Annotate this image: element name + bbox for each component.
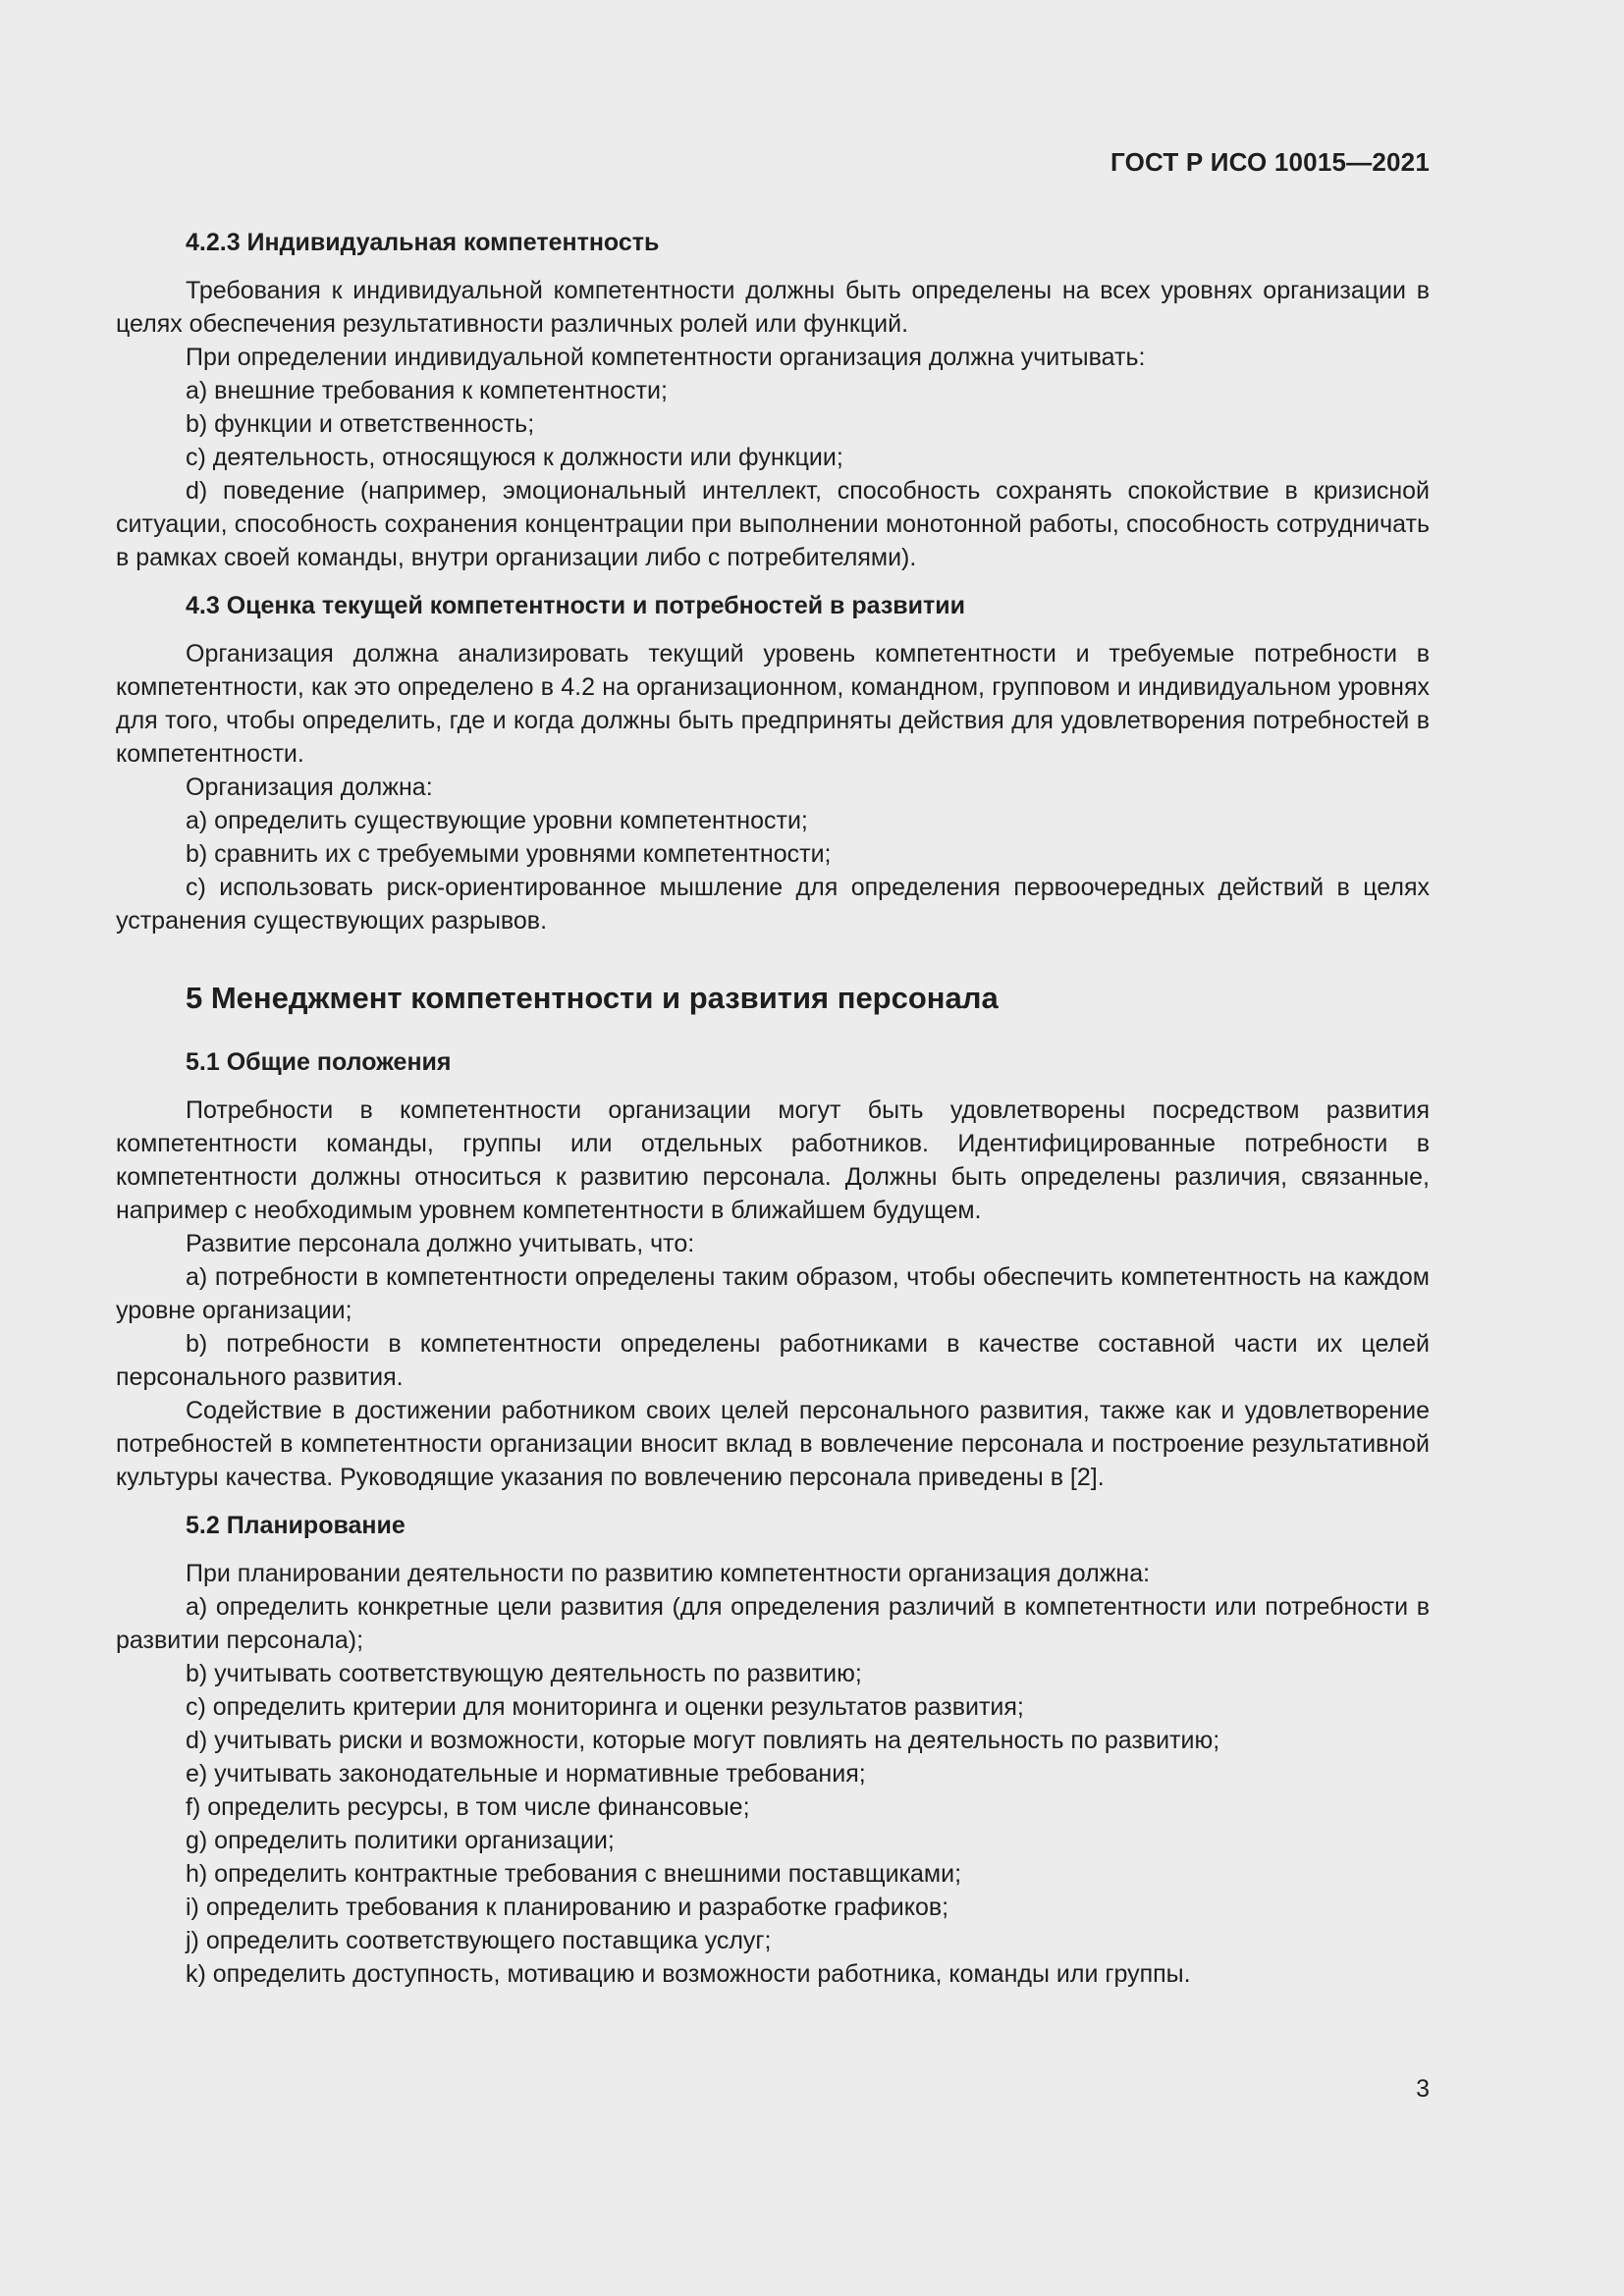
list-item-d: d) поведение (например, эмоциональный интеллект, способность сохранять спокойствие в кризисной ситуации, способность сохранения концентрации при выполнении монотонной работы, способность сотрудничать в рамках своей команды, внутри организации либо с потребителями). — [116, 477, 1430, 571]
section-4-2-3-paragraph-1: Требования к индивидуальной компетентности должны быть определены на всех уровнях организации в целях обеспечения результативности различных ролей или функций. — [116, 277, 1430, 338]
list-item-j: j) определить соответствующего поставщика услуг; — [186, 1927, 772, 1954]
standard-header: ГОСТ Р ИСО 10015—2021 — [1110, 147, 1430, 177]
list-item-a: a) внешние требования к компетентности; — [186, 377, 668, 404]
section-5-title: 5 Менеджмент компетентности и развития персонала — [186, 981, 999, 1015]
list-item-a: a) потребности в компетентности определены таким образом, чтобы обеспечить компетентность на каждом уровне организации; — [116, 1263, 1430, 1324]
section-5-1-title: 5.1 Общие положения — [186, 1048, 452, 1076]
list-item-f: f) определить ресурсы, в том числе финансовые; — [186, 1793, 750, 1821]
list-item-a: a) определить существующие уровни компетентности; — [186, 807, 808, 834]
document-body — [116, 226, 1430, 1991]
list-item-d: d) учитывать риски и возможности, которые могут повлиять на деятельность по развитию; — [186, 1727, 1220, 1754]
section-5-1-paragraph-1: Потребности в компетентности организации могут быть удовлетворены посредством развития компетентности команды, группы или отдельных работников. Идентифицированные потребности в компетентности должны относиться к развитию персонала. Должны быть определены различия, связанные, например с необходимым уровнем компетентности в ближайшем будущем. — [116, 1096, 1430, 1224]
list-item-h: h) определить контрактные требования с внешними поставщиками; — [186, 1860, 962, 1888]
list-item-g: g) определить политики организации; — [186, 1827, 615, 1854]
list-item-i: i) определить требования к планированию и разработке графиков; — [186, 1894, 949, 1921]
section-5-1-paragraph-3: Содействие в достижении работником своих целей персонального развития, также как и удовлетворение потребностей в компетентности организации вносит вклад в вовлечение персонала и построение результативной культуры качества. Руководящие указания по вовлечению персонала приведены в [2]. — [116, 1397, 1430, 1491]
section-4-2-3-title: 4.2.3 Индивидуальная компетентность — [186, 229, 660, 256]
section-4-3-title: 4.3 Оценка текущей компетентности и потребностей в развитии — [186, 592, 965, 619]
section-4-3-paragraph-2: Организация должна: — [186, 774, 433, 801]
list-item-a: a) определить конкретные цели развития (для определения различий в компетентности или потребности в развитии персонала); — [116, 1593, 1430, 1654]
section-5-1-paragraph-2: Развитие персонала должно учитывать, что: — [186, 1230, 695, 1257]
list-item-b: b) функции и ответственность; — [186, 410, 535, 438]
section-5-2-title: 5.2 Планирование — [186, 1512, 406, 1539]
list-item-e: e) учитывать законодательные и нормативные требования; — [186, 1760, 866, 1788]
list-item-c: c) использовать риск-ориентированное мышление для определения первоочередных действий в целях устранения существующих разрывов. — [116, 874, 1430, 934]
list-item-c: c) деятельность, относящуюся к должности или функции; — [186, 444, 843, 471]
list-item-b: b) учитывать соответствующую деятельность по развитию; — [186, 1660, 862, 1687]
list-item-k: k) определить доступность, мотивацию и возможности работника, команды или группы. — [186, 1960, 1191, 1988]
section-4-3-paragraph-1: Организация должна анализировать текущий уровень компетентности и требуемые потребности в компетентности, как это определено в 4.2 на организационном, командном, групповом и индивидуальном уровнях для того, чтобы определить, где и когда должны быть предприняты действия для удовлетворения потребностей в компетентности. — [116, 640, 1430, 768]
list-item-b: b) потребности в компетентности определены работниками в качестве составной части их целей персонального развития. — [116, 1330, 1430, 1391]
list-item-c: c) определить критерии для мониторинга и оценки результатов развития; — [186, 1693, 1024, 1721]
list-item-b: b) сравнить их с требуемыми уровнями компетентности; — [186, 840, 832, 868]
page-number: 3 — [1416, 2075, 1430, 2103]
section-4-2-3-paragraph-2: При определении индивидуальной компетентности организация должна учитывать: — [186, 344, 1146, 371]
section-5-2-paragraph-1: При планировании деятельности по развитию компетентности организация должна: — [186, 1560, 1151, 1587]
